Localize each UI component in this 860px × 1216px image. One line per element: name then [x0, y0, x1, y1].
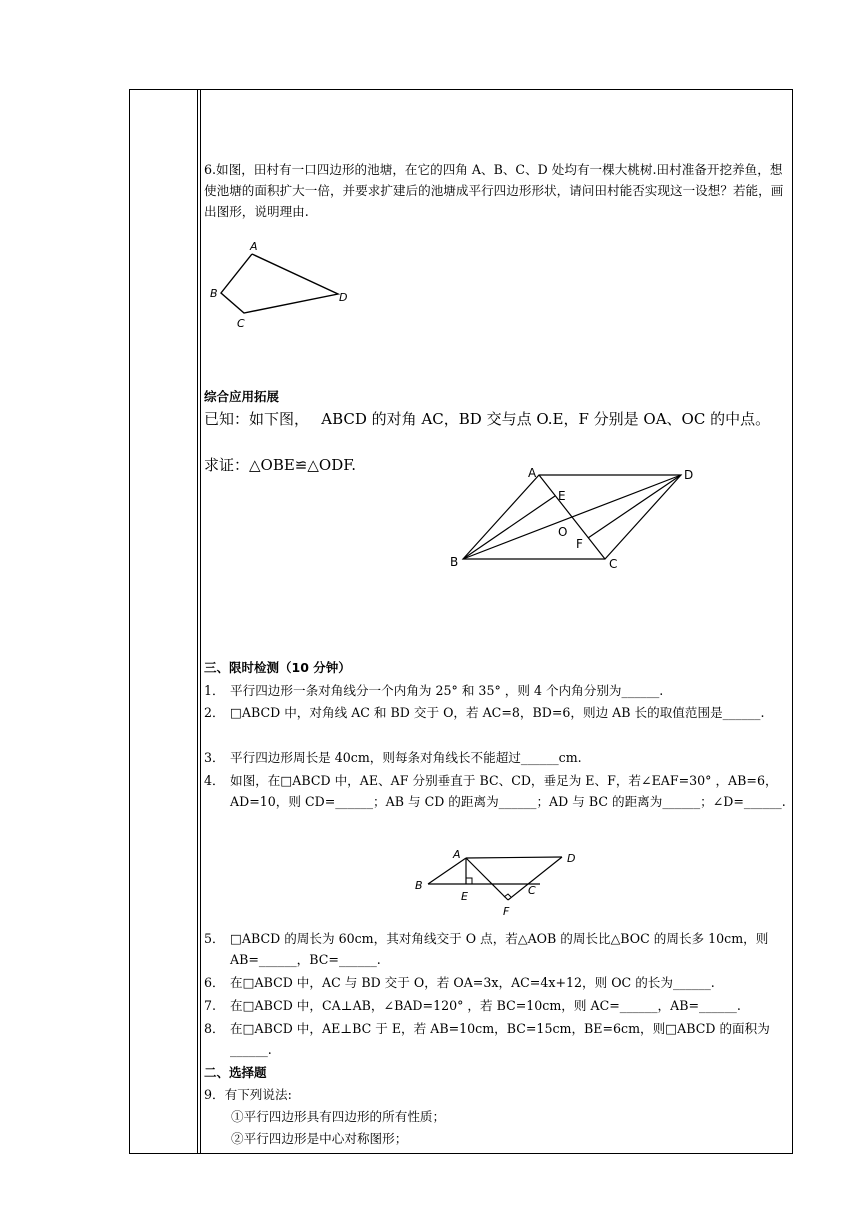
extension-given: 已知：如下图， ABCD 的对角 AC，BD 交与点 O.E，F 分别是 OA、OC 的中点。 [204, 410, 771, 428]
question-9: 9．有下列说法: [204, 1087, 292, 1102]
parallelogram-figure [445, 462, 705, 574]
label-F: F [503, 905, 510, 918]
item-text: 在□ABCD 中，CA⊥AB，∠BAD=120° ，若 BC=10cm，则 AC=______，AB=______. [230, 998, 741, 1013]
item-text: □ABCD 的周长为 60cm，其对角线交于 O 点，若△AOB 的周长比△BOC 的周长多 10cm，则 AB=______，BC=______. [230, 931, 769, 967]
label-C: C [237, 317, 245, 330]
item-text: 在□ABCD 中，AC 与 BD 交于 O，若 OA=3x，AC=4x+12，则 OC 的长为______. [230, 975, 715, 990]
label-D: D [684, 468, 694, 482]
option-2: ②平行四边形是中心对称图形； [231, 1131, 408, 1146]
item-text: 平行四边形一条对角线分一个内角为 25° 和 35° ，则 4 个内角分别为______. [230, 683, 664, 698]
item-number: 4． [204, 773, 225, 788]
label-A: A [250, 240, 258, 253]
label-O: O [558, 525, 568, 539]
extension-prove: 求证：△OBE≌△ODF. [204, 456, 357, 474]
test-figure [410, 844, 590, 920]
quadrilateral-figure [205, 238, 365, 333]
label-C: C [609, 557, 618, 571]
label-E: E [558, 489, 566, 503]
item-number: 1． [204, 683, 225, 698]
choice-heading: 二、选择题 [204, 1065, 267, 1080]
test-heading: 三、限时检测（10 分钟） [204, 660, 351, 675]
item-text: 在□ABCD 中，AE⊥BC 于 E，若 AB=10cm，BC=15cm，BE=6cm，则□ABCD 的面积为______. [230, 1021, 770, 1057]
label-B: B [210, 287, 218, 300]
column-divider [200, 90, 201, 1153]
label-B: B [415, 879, 423, 892]
label-B: B [450, 555, 459, 569]
option-1: ①平行四边形具有四边形的所有性质； [231, 1109, 446, 1124]
extension-heading: 综合应用拓展 [204, 389, 280, 404]
item-text: 平行四边形周长是 40cm，则每条对角线长不能超过______cm. [230, 750, 582, 765]
label-D: D [339, 291, 348, 304]
label-D: D [567, 852, 576, 865]
item-text: 如图，在□ABCD 中，AE、AF 分别垂直于 BC、CD，垂足为 E、F，若∠EAF=30° ，AB=6，AD=10，则 CD=______；AB 与 CD 的距离为______；AD 与 BC 的距离为______；∠D=______. [230, 773, 786, 809]
item-text: □ABCD 中，对角线 AC 和 BD 交于 O，若 AC=8，BD=6，则边 AB 长的取值范围是______. [230, 705, 765, 720]
label-C: C [528, 884, 536, 897]
item-number: 2． [204, 705, 225, 720]
item-number: 3． [204, 750, 225, 765]
item-number: 7. [204, 998, 217, 1013]
label-A: A [453, 848, 461, 861]
item-number: 6． [204, 975, 225, 990]
label-E: E [461, 890, 468, 903]
item-number: 5． [204, 931, 225, 946]
left-column [130, 90, 198, 1153]
label-F: F [576, 537, 583, 551]
item-number: 8． [204, 1021, 225, 1036]
label-A: A [528, 466, 537, 480]
question-6-text: 6.如图，田村有一口四边形的池塘，在它的四角 A、B、C、D 处均有一棵大桃树.田村准备开挖养鱼，想使池塘的面积扩大一倍，并要求扩建后的池塘成平行四边形形状，请问田村能否实现这一设想？若能，画出图形，说明理由. [204, 162, 784, 219]
